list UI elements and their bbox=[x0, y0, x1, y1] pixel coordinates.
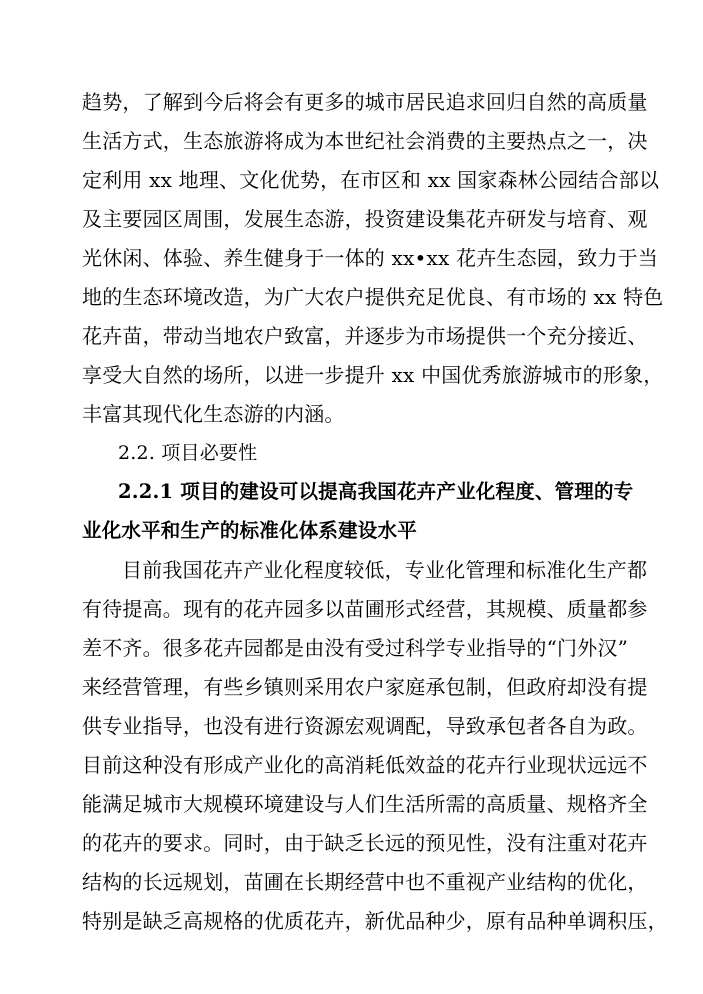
body-paragraph-line: 差不齐。很多花卉园都是由没有受过科学专业指导的“门外汉” bbox=[82, 636, 629, 660]
body-paragraph-line: 目前我国花卉产业化程度较低，专业化管理和标准化生产都 bbox=[122, 558, 648, 582]
body-paragraph-line: 有待提高。现有的花卉园多以苗圃形式经营，其规模、质量都参 bbox=[82, 597, 648, 621]
section-heading: 2.2. 项目必要性 bbox=[118, 442, 258, 464]
body-paragraph-line: 来经营管理，有些乡镇则采用农户家庭承包制，但政府却没有提 bbox=[82, 675, 648, 699]
intro-paragraph-line: 及主要园区周围，发展生态游，投资建设集花卉研发与培育、观 bbox=[82, 207, 648, 231]
body-paragraph-line: 的花卉的要求。同时，由于缺乏长远的预见性，没有注重对花卉 bbox=[82, 831, 648, 855]
body-paragraph-line: 供专业指导，也没有进行资源宏观调配，导致承包者各自为政。 bbox=[82, 714, 648, 738]
body-paragraph-line: 结构的长远规划，苗圃在长期经营中也不重视产业结构的优化， bbox=[82, 870, 648, 894]
body-paragraph-line: 能满足城市大规模环境建设与人们生活所需的高质量、规格齐全 bbox=[82, 792, 648, 816]
body-paragraph-line: 特别是缺乏高规格的优质花卉，新优品种少，原有品种单调积压， bbox=[82, 909, 668, 933]
intro-paragraph-line: 地的生态环境改造，为广大农户提供充足优良、有市场的 xx 特色 bbox=[82, 285, 664, 309]
intro-paragraph-line: 生活方式，生态旅游将成为本世纪社会消费的主要热点之一，决 bbox=[82, 129, 648, 153]
intro-paragraph-line: 趋势，了解到今后将会有更多的城市居民追求回归自然的高质量 bbox=[82, 90, 648, 114]
body-paragraph-line: 目前这种没有形成产业化的高消耗低效益的花卉行业现状远远不 bbox=[82, 753, 648, 777]
intro-paragraph-line: 光休闲、体验、养生健身于一体的 xx•xx 花卉生态园，致力于当 bbox=[82, 246, 659, 270]
intro-paragraph-line: 定利用 xx 地理、文化优势，在市区和 xx 国家森林公园结合部以 bbox=[82, 168, 660, 192]
subsection-heading-line: 2.2.1 项目的建设可以提高我国花卉产业化程度、管理的专 bbox=[118, 480, 634, 503]
intro-paragraph-line: 花卉苗，带动当地农户致富，并逐步为市场提供一个充分接近、 bbox=[82, 324, 648, 348]
subsection-heading-line: 业化水平和生产的标准化体系建设水平 bbox=[82, 519, 417, 542]
intro-paragraph-line: 丰富其现代化生态游的内涵。 bbox=[82, 402, 345, 426]
intro-paragraph-line: 享受大自然的场所，以进一步提升 xx 中国优秀旅游城市的形象， bbox=[82, 363, 664, 387]
